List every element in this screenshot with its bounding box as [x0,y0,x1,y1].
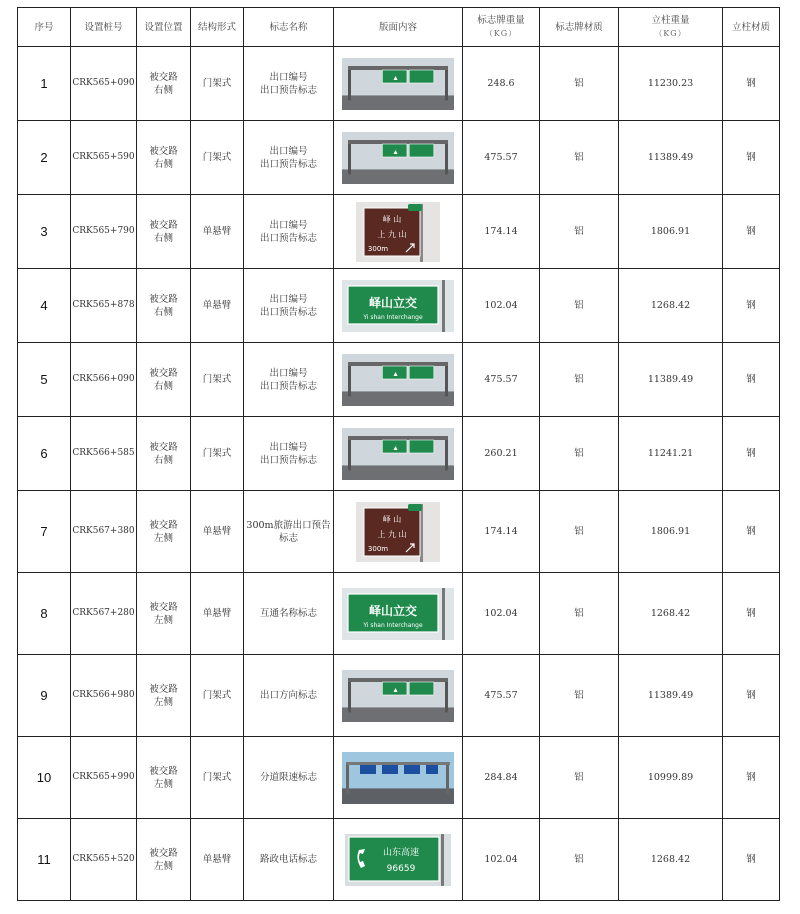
cell-plate-material: 铝 [540,269,619,343]
cell-stake: CRK565+790 [71,195,137,269]
green-interchange-sign [342,280,454,332]
cell-structure: 单悬臂 [191,573,244,655]
position-line2: 左侧 [153,778,173,790]
position-line1: 被交路 [149,441,178,453]
cell-stake: CRK566+980 [71,655,137,737]
sign-name-line1: 出口编号 [269,219,308,231]
cell-post-material: 钢 [723,737,780,819]
sign-name-line2: 出口预告标志 [259,454,317,466]
header-post-weight [619,8,723,47]
sign-name-line1: 出口编号 [269,293,308,305]
brown-sign-line1: 峄 山 [382,514,402,524]
cell-sign-name [244,121,334,195]
cell-post-material: 钢 [723,819,780,901]
gantry-sign-photo [342,428,454,480]
cell-plate-material: 铝 [540,47,619,121]
position-line2: 右侧 [153,306,173,318]
sign-name-line1: 出口编号 [269,71,308,83]
cell-structure: 门架式 [191,121,244,195]
cell-structure: 单悬臂 [191,269,244,343]
header-seq: 序号 [18,8,71,47]
green-sign-subtitle: Yi shan Interchange [363,313,423,321]
cell-stake: CRK566+090 [71,343,137,417]
cell-plate-weight: 174.14 [463,491,540,573]
cell-stake: CRK565+520 [71,819,137,901]
cell-content [334,195,463,269]
position-line2: 左侧 [153,860,173,872]
cell-position [137,819,191,901]
cell-structure: 单悬臂 [191,819,244,901]
cell-seq: 11 [18,819,71,901]
cell-seq: 5 [18,343,71,417]
table-row [18,737,780,819]
table-row [18,573,780,655]
sign-name-line2: 出口预告标志 [259,306,317,318]
gantry-sign-photo [342,58,454,110]
cell-plate-material: 铝 [540,573,619,655]
cell-stake: CRK567+280 [71,573,137,655]
cell-post-material: 钢 [723,491,780,573]
cell-plate-material: 铝 [540,195,619,269]
cell-plate-weight: 475.57 [463,121,540,195]
cell-sign-name [244,269,334,343]
cell-post-material: 钢 [723,47,780,121]
table-row [18,491,780,573]
header-plate-weight-label: 标志牌重量 [477,15,525,26]
cell-sign-name [244,655,334,737]
sign-name-line2: 标志 [278,532,298,544]
position-line2: 右侧 [153,158,173,170]
brown-sign-line2: 上 九 山 [377,529,407,539]
brown-sign-distance: 300m [367,544,389,553]
position-line2: 右侧 [153,84,173,96]
cell-position [137,269,191,343]
gantry-sign-photo [342,354,454,406]
cell-plate-weight: 260.21 [463,417,540,491]
sign-name-line1: 出口编号 [269,441,308,453]
cell-post-weight: 11389.49 [619,343,723,417]
position-line1: 被交路 [149,601,178,613]
cell-structure: 门架式 [191,417,244,491]
cell-position [137,343,191,417]
cell-structure: 单悬臂 [191,491,244,573]
table-row [18,655,780,737]
cell-seq: 3 [18,195,71,269]
cell-plate-weight: 102.04 [463,269,540,343]
cell-content [334,655,463,737]
sign-name-line1: 路政电话标志 [259,854,317,865]
cell-content [334,417,463,491]
position-line1: 被交路 [149,145,178,157]
header-post-weight-unit: （KG） [654,29,687,38]
cell-post-weight: 1806.91 [619,195,723,269]
cell-content [334,47,463,121]
table-row [18,47,780,121]
header-plate-weight [463,8,540,47]
cell-plate-weight: 475.57 [463,655,540,737]
cell-sign-name [244,47,334,121]
cell-post-weight: 1268.42 [619,819,723,901]
cell-stake: CRK566+585 [71,417,137,491]
cell-post-material: 钢 [723,417,780,491]
cell-sign-name [244,417,334,491]
cell-sign-name [244,737,334,819]
cell-sign-name [244,819,334,901]
position-line1: 被交路 [149,219,178,231]
sign-name-line2: 出口预告标志 [259,158,317,170]
header-position: 设置位置 [137,8,191,47]
gantry-sign-photo [342,132,454,184]
cell-position [137,47,191,121]
cell-position [137,655,191,737]
cell-sign-name [244,195,334,269]
position-line1: 被交路 [149,847,178,859]
cell-seq: 7 [18,491,71,573]
brown-sign-line2: 上 九 山 [377,229,407,239]
cell-seq: 2 [18,121,71,195]
cell-seq: 10 [18,737,71,819]
header-post-weight-label: 立柱重量 [651,15,690,26]
green-sign-subtitle: Yi shan Interchange [363,621,423,629]
phone-sign-line2: 96659 [386,863,416,874]
brown-tourist-sign [356,202,440,262]
cell-plate-material: 铝 [540,343,619,417]
cell-post-weight: 11241.21 [619,417,723,491]
cell-post-material: 钢 [723,269,780,343]
sign-inventory-table [17,7,780,901]
cell-stake: CRK565+590 [71,121,137,195]
sign-name-line1: 分道限速标志 [259,772,317,783]
sign-name-line2: 出口预告标志 [259,232,317,244]
sign-name-line1: 互通名称标志 [259,608,317,619]
cell-post-weight: 1268.42 [619,269,723,343]
cell-stake: CRK565+878 [71,269,137,343]
sign-name-line2: 出口预告标志 [259,84,317,96]
cell-content [334,491,463,573]
sign-name-line1: 出口方向标志 [259,690,317,701]
cell-post-weight: 1268.42 [619,573,723,655]
cell-content [334,343,463,417]
position-line2: 左侧 [153,614,173,626]
table-row [18,343,780,417]
position-line1: 被交路 [149,71,178,83]
cell-post-material: 钢 [723,655,780,737]
position-line2: 右侧 [153,232,173,244]
cell-position [137,737,191,819]
cell-content [334,121,463,195]
cell-content [334,573,463,655]
sign-name-line1: 300m旅游出口预告 [246,519,331,531]
cell-position [137,121,191,195]
gantry-sign-photo [342,670,454,722]
cell-post-material: 钢 [723,343,780,417]
header-post-material: 立柱材质 [723,8,780,47]
cell-post-weight: 11230.23 [619,47,723,121]
cell-post-weight: 10999.89 [619,737,723,819]
cell-structure: 门架式 [191,737,244,819]
table-row [18,269,780,343]
cell-structure: 门架式 [191,343,244,417]
cell-sign-name [244,573,334,655]
position-line2: 左侧 [153,696,173,708]
cell-structure: 门架式 [191,655,244,737]
cell-post-weight: 11389.49 [619,121,723,195]
cell-plate-material: 铝 [540,417,619,491]
cell-sign-name [244,491,334,573]
brown-sign-line1: 峄 山 [382,214,402,224]
cell-seq: 6 [18,417,71,491]
table-row [18,121,780,195]
cell-plate-material: 铝 [540,737,619,819]
cell-plate-material: 铝 [540,819,619,901]
cell-stake: CRK565+090 [71,47,137,121]
cell-structure: 门架式 [191,47,244,121]
cell-post-material: 钢 [723,121,780,195]
table-row [18,417,780,491]
cell-seq: 8 [18,573,71,655]
header-content: 版面内容 [334,8,463,47]
position-line2: 右侧 [153,454,173,466]
cell-content [334,819,463,901]
table-row [18,195,780,269]
position-line2: 左侧 [153,532,173,544]
cell-post-material: 钢 [723,195,780,269]
position-line1: 被交路 [149,367,178,379]
cell-sign-name [244,343,334,417]
phone-sign-line1: 山东高速 [382,847,420,858]
road-phone-sign [345,834,451,886]
sign-name-line1: 出口编号 [269,367,308,379]
cell-plate-weight: 284.84 [463,737,540,819]
cell-structure: 单悬臂 [191,195,244,269]
green-sign-name: 峄山立交 [368,603,418,618]
cell-plate-weight: 248.6 [463,47,540,121]
cell-plate-weight: 102.04 [463,819,540,901]
cell-plate-weight: 475.57 [463,343,540,417]
cell-post-weight: 11389.49 [619,655,723,737]
header-sign-name: 标志名称 [244,8,334,47]
cell-stake: CRK565+990 [71,737,137,819]
lane-speed-limit-sign-photo [342,752,454,804]
cell-plate-weight: 102.04 [463,573,540,655]
brown-tourist-sign [356,502,440,562]
position-line1: 被交路 [149,293,178,305]
sign-name-line1: 出口编号 [269,145,308,157]
cell-seq: 4 [18,269,71,343]
position-line1: 被交路 [149,519,178,531]
cell-position [137,417,191,491]
brown-sign-distance: 300m [367,244,389,253]
position-line1: 被交路 [149,765,178,777]
position-line1: 被交路 [149,683,178,695]
header-stake: 设置桩号 [71,8,137,47]
cell-seq: 9 [18,655,71,737]
cell-content [334,269,463,343]
table-row [18,819,780,901]
header-plate-material: 标志牌材质 [540,8,619,47]
cell-plate-material: 铝 [540,121,619,195]
cell-post-weight: 1806.91 [619,491,723,573]
cell-position [137,491,191,573]
green-interchange-sign [342,588,454,640]
position-line2: 右侧 [153,380,173,392]
cell-stake: CRK567+380 [71,491,137,573]
header-plate-weight-unit: （KG） [484,29,518,38]
header-structure: 结构形式 [191,8,244,47]
cell-plate-material: 铝 [540,655,619,737]
cell-position [137,195,191,269]
cell-content [334,737,463,819]
header-row [18,8,780,47]
cell-plate-weight: 174.14 [463,195,540,269]
sign-name-line2: 出口预告标志 [259,380,317,392]
green-sign-name: 峄山立交 [368,295,418,310]
cell-seq: 1 [18,47,71,121]
cell-plate-material: 铝 [540,491,619,573]
cell-post-material: 钢 [723,573,780,655]
cell-position [137,573,191,655]
